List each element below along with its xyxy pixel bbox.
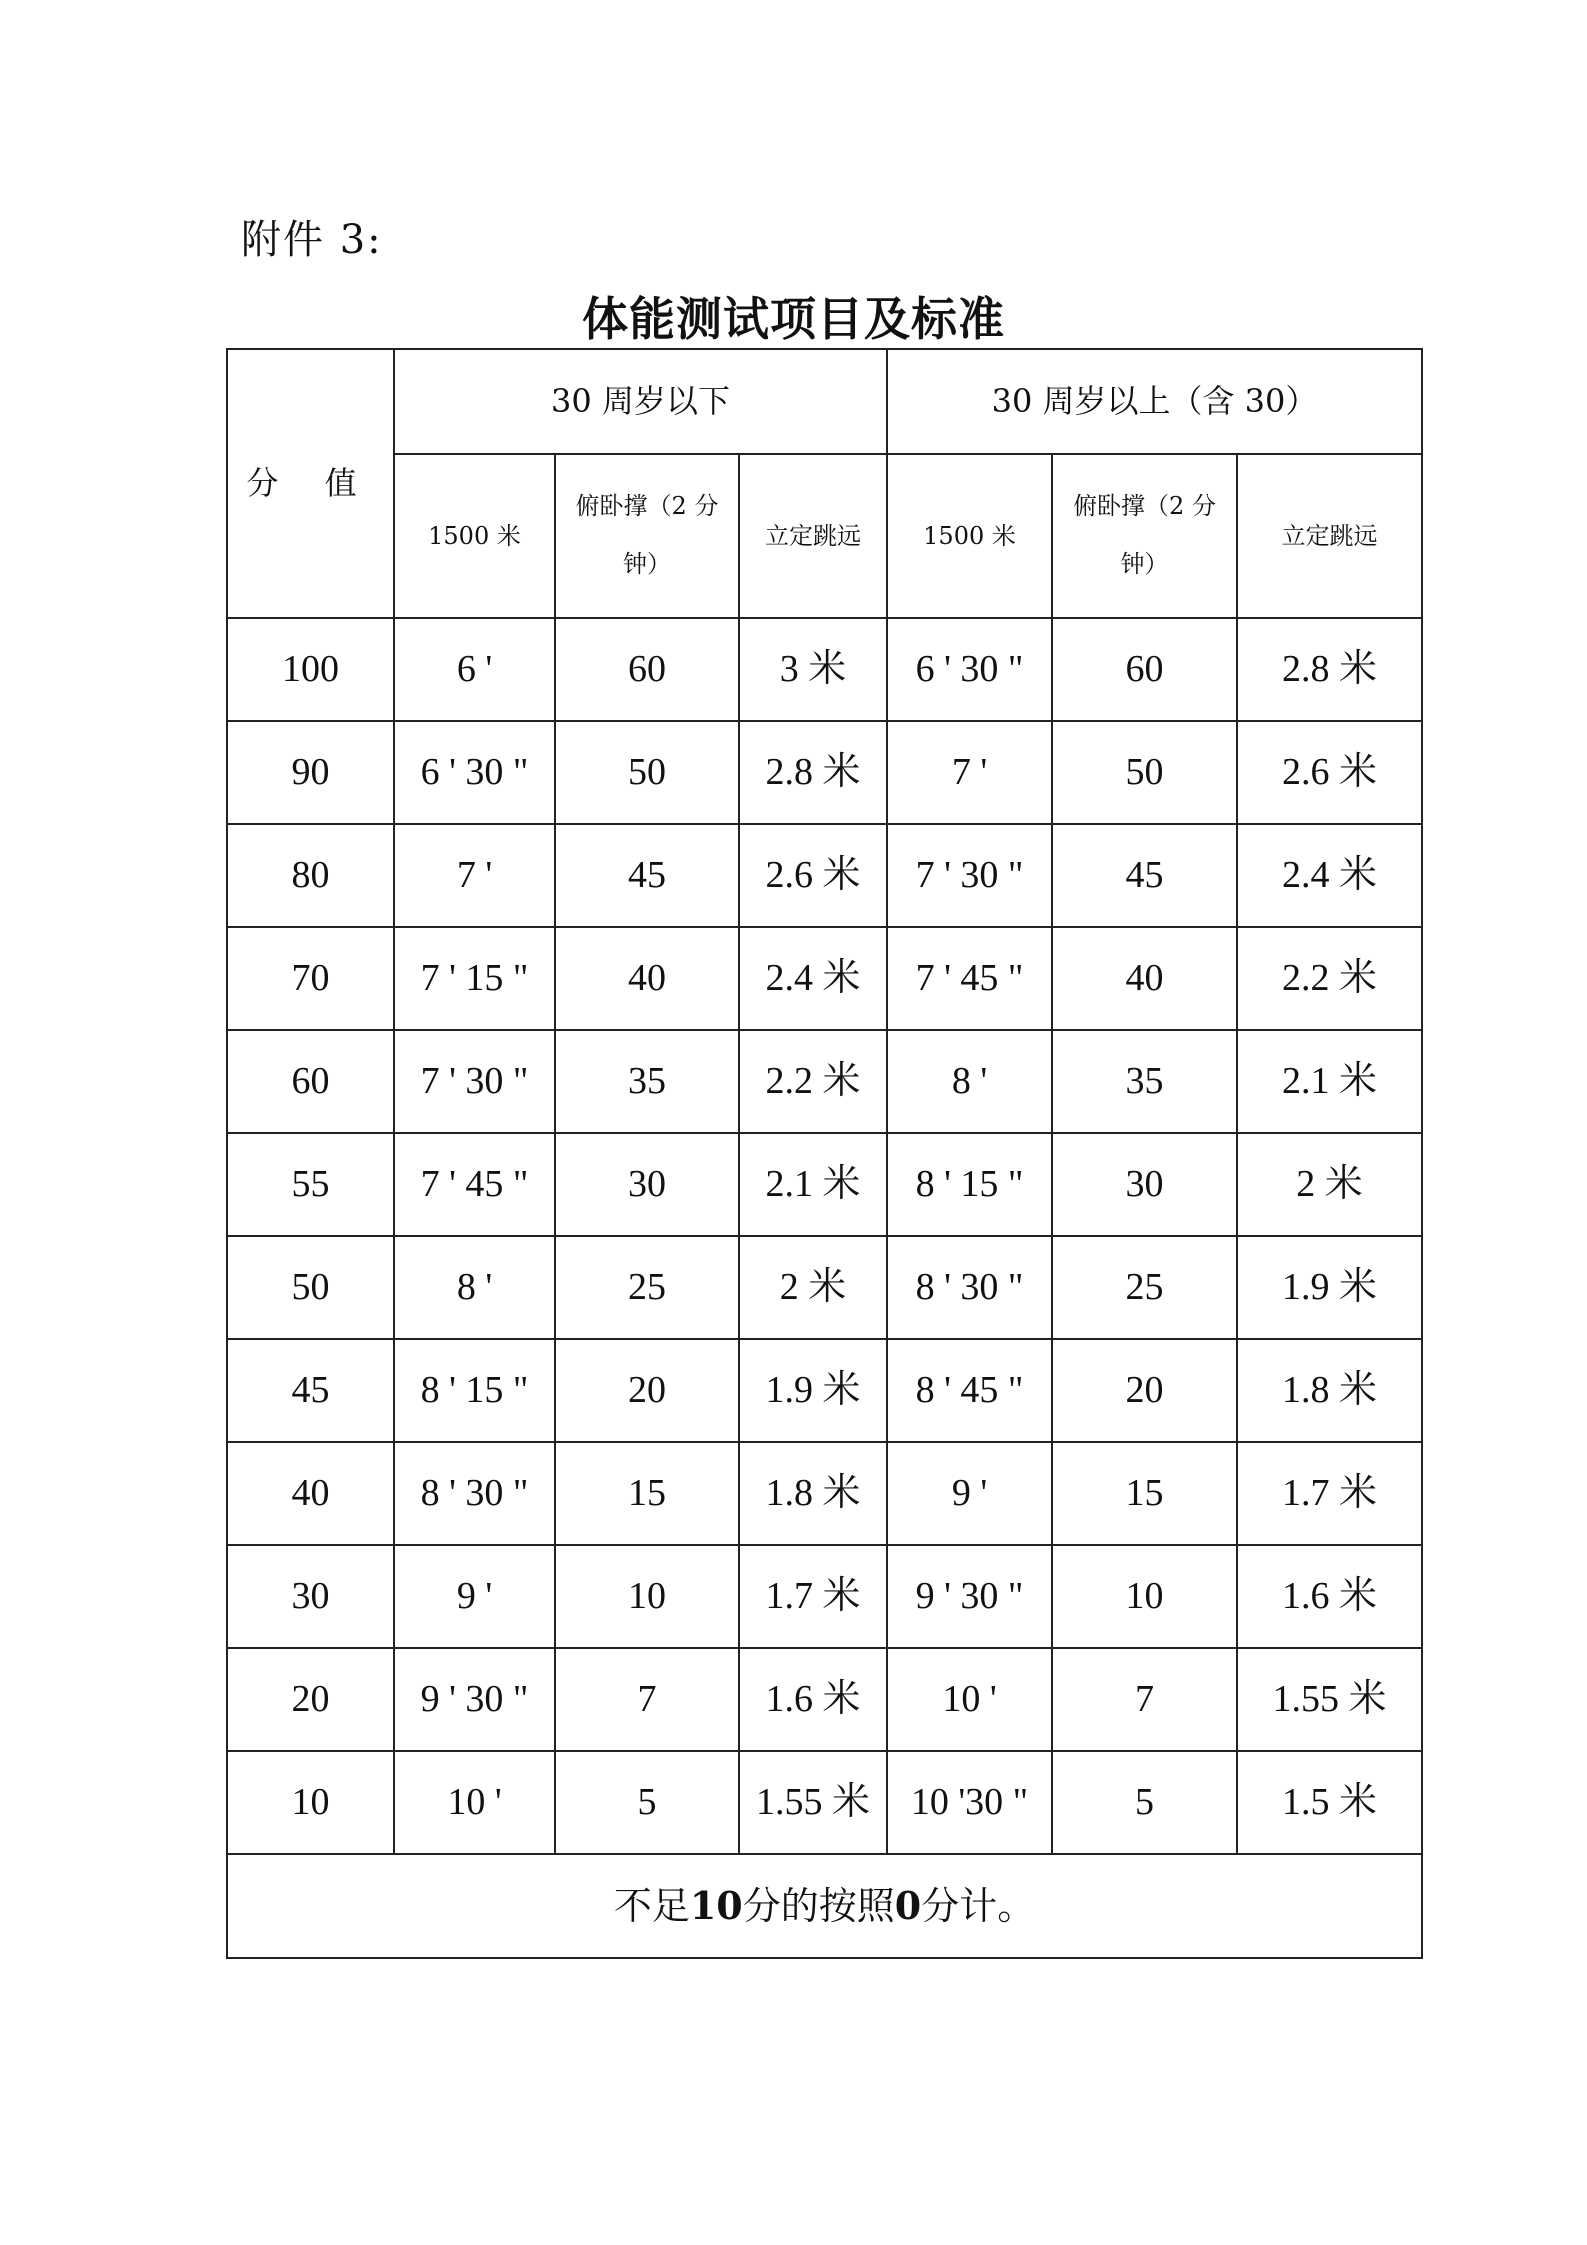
column-header-row [227, 454, 1422, 618]
standing-jump-cell: 1.55 米 [739, 1751, 887, 1854]
run-1500m-cell: 8 ' 30 " [394, 1442, 555, 1545]
col-header-1500m: 1500 米 [887, 454, 1052, 618]
score-cell: 20 [227, 1648, 394, 1751]
standing-jump-cell: 1.6 米 [1237, 1545, 1422, 1648]
col-header-pushups: 俯卧撑（2 分钟） [1052, 454, 1237, 618]
run-1500m-cell: 10 ' [887, 1648, 1052, 1751]
table-row [227, 927, 1422, 1030]
run-1500m-cell: 9 ' [887, 1442, 1052, 1545]
score-header: 分 值 [227, 349, 394, 618]
pushups-cell: 45 [1052, 824, 1237, 927]
pushups-cell: 40 [1052, 927, 1237, 1030]
col-header-standing-jump: 立定跳远 [1237, 454, 1422, 618]
standing-jump-cell: 1.5 米 [1237, 1751, 1422, 1854]
score-cell: 10 [227, 1751, 394, 1854]
table-row [227, 721, 1422, 824]
run-1500m-cell: 10 ' [394, 1751, 555, 1854]
run-1500m-cell: 7 ' 30 " [887, 824, 1052, 927]
table-row [227, 1442, 1422, 1545]
table-row [227, 1751, 1422, 1854]
score-cell: 90 [227, 721, 394, 824]
standing-jump-cell: 2.4 米 [1237, 824, 1422, 927]
standing-jump-cell: 3 米 [739, 618, 887, 721]
run-1500m-cell: 6 ' [394, 618, 555, 721]
standing-jump-cell: 1.7 米 [1237, 1442, 1422, 1545]
pushups-cell: 7 [555, 1648, 739, 1751]
standing-jump-cell: 1.8 米 [739, 1442, 887, 1545]
standing-jump-cell: 2.6 米 [739, 824, 887, 927]
pushups-cell: 35 [555, 1030, 739, 1133]
standing-jump-cell: 2.8 米 [1237, 618, 1422, 721]
fitness-standards-table [226, 348, 1423, 1959]
standing-jump-cell: 1.7 米 [739, 1545, 887, 1648]
pushups-cell: 30 [1052, 1133, 1237, 1236]
score-cell: 30 [227, 1545, 394, 1648]
score-cell: 70 [227, 927, 394, 1030]
pushups-cell: 15 [1052, 1442, 1237, 1545]
col-header-pushups: 俯卧撑（2 分钟） [555, 454, 739, 618]
pushups-cell: 45 [555, 824, 739, 927]
group-under-30-header: 30 周岁以下 [394, 349, 887, 454]
pushups-cell: 10 [1052, 1545, 1237, 1648]
standing-jump-cell: 1.6 米 [739, 1648, 887, 1751]
col-header-standing-jump: 立定跳远 [739, 454, 887, 618]
pushups-cell: 5 [555, 1751, 739, 1854]
standing-jump-cell: 2.2 米 [1237, 927, 1422, 1030]
pushups-cell: 7 [1052, 1648, 1237, 1751]
standing-jump-cell: 1.9 米 [739, 1339, 887, 1442]
pushups-cell: 5 [1052, 1751, 1237, 1854]
run-1500m-cell: 10 '30 " [887, 1751, 1052, 1854]
run-1500m-cell: 6 ' 30 " [394, 721, 555, 824]
run-1500m-cell: 9 ' 30 " [394, 1648, 555, 1751]
pushups-cell: 20 [1052, 1339, 1237, 1442]
standing-jump-cell: 1.55 米 [1237, 1648, 1422, 1751]
pushups-cell: 25 [1052, 1236, 1237, 1339]
standing-jump-cell: 1.8 米 [1237, 1339, 1422, 1442]
run-1500m-cell: 9 ' [394, 1545, 555, 1648]
run-1500m-cell: 8 ' [394, 1236, 555, 1339]
standing-jump-cell: 2.2 米 [739, 1030, 887, 1133]
run-1500m-cell: 9 ' 30 " [887, 1545, 1052, 1648]
score-cell: 80 [227, 824, 394, 927]
table-row [227, 1030, 1422, 1133]
run-1500m-cell: 7 ' 15 " [394, 927, 555, 1030]
standing-jump-cell: 2.6 米 [1237, 721, 1422, 824]
score-cell: 55 [227, 1133, 394, 1236]
standing-jump-cell: 2 米 [1237, 1133, 1422, 1236]
page-title: 体能测试项目及标准 [582, 292, 1005, 346]
score-cell: 60 [227, 1030, 394, 1133]
standing-jump-cell: 2 米 [739, 1236, 887, 1339]
pushups-cell: 60 [555, 618, 739, 721]
pushups-cell: 35 [1052, 1030, 1237, 1133]
pushups-cell: 50 [555, 721, 739, 824]
group-header-row [227, 349, 1422, 454]
standing-jump-cell: 2.1 米 [739, 1133, 887, 1236]
run-1500m-cell: 7 ' [394, 824, 555, 927]
score-cell: 50 [227, 1236, 394, 1339]
footnote-row [227, 1854, 1422, 1958]
table-row [227, 618, 1422, 721]
run-1500m-cell: 8 ' 30 " [887, 1236, 1052, 1339]
col-header-1500m: 1500 米 [394, 454, 555, 618]
run-1500m-cell: 8 ' 45 " [887, 1339, 1052, 1442]
standing-jump-cell: 1.9 米 [1237, 1236, 1422, 1339]
score-cell: 100 [227, 618, 394, 721]
run-1500m-cell: 8 ' [887, 1030, 1052, 1133]
group-30-and-over-header: 30 周岁以上（含 30） [887, 349, 1422, 454]
pushups-cell: 25 [555, 1236, 739, 1339]
standing-jump-cell: 2.8 米 [739, 721, 887, 824]
run-1500m-cell: 8 ' 15 " [394, 1339, 555, 1442]
run-1500m-cell: 7 ' 45 " [394, 1133, 555, 1236]
run-1500m-cell: 7 ' 30 " [394, 1030, 555, 1133]
table-row [227, 1339, 1422, 1442]
score-cell: 40 [227, 1442, 394, 1545]
pushups-cell: 60 [1052, 618, 1237, 721]
standing-jump-cell: 2.4 米 [739, 927, 887, 1030]
standing-jump-cell: 2.1 米 [1237, 1030, 1422, 1133]
pushups-cell: 10 [555, 1545, 739, 1648]
table-row [227, 1648, 1422, 1751]
run-1500m-cell: 7 ' 45 " [887, 927, 1052, 1030]
pushups-cell: 40 [555, 927, 739, 1030]
table-row [227, 1236, 1422, 1339]
run-1500m-cell: 7 ' [887, 721, 1052, 824]
pushups-cell: 30 [555, 1133, 739, 1236]
pushups-cell: 20 [555, 1339, 739, 1442]
footnote: 不足10分的按照0分计。 [227, 1854, 1422, 1958]
run-1500m-cell: 6 ' 30 " [887, 618, 1052, 721]
table-row [227, 824, 1422, 927]
table-row [227, 1545, 1422, 1648]
pushups-cell: 50 [1052, 721, 1237, 824]
score-cell: 45 [227, 1339, 394, 1442]
table-row [227, 1133, 1422, 1236]
run-1500m-cell: 8 ' 15 " [887, 1133, 1052, 1236]
attachment-label: 附件 3: [241, 217, 383, 263]
pushups-cell: 15 [555, 1442, 739, 1545]
